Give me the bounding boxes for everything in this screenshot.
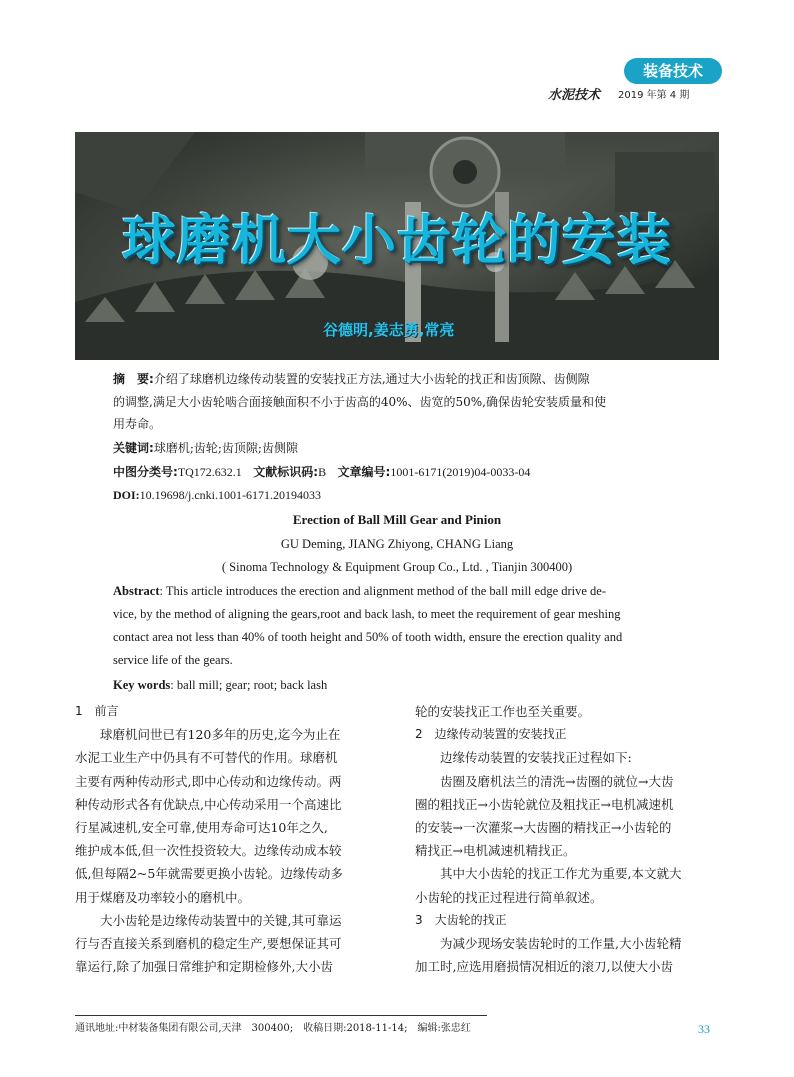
- abstract-cn-line-2: 的调整,满足大小齿轮啮合面接触面积不小于齿高的40%、齿宽的50%,确保齿轮安装质量和使: [113, 395, 606, 409]
- paragraph-line: 其中大小齿轮的找正工作尤为重要,本文就大: [415, 866, 682, 882]
- paragraph-line: 边缘传动装置的安装找正过程如下:: [415, 750, 632, 766]
- keywords-cn: [113, 437, 298, 459]
- paragraph-line: 行与否直接关系到磨机的稳定生产,要想保证其可: [75, 936, 342, 952]
- keywords-cn-text: 球磨机;齿轮;齿顶隙;齿侧隙: [153, 441, 298, 455]
- paragraph-line: 齿圈及磨机法兰的清洗→齿圈的就位→大齿: [415, 773, 674, 789]
- footnote: 通讯地址:中材装备集团有限公司,天津 300400; 收稿日期:2018-11-14; 编辑:张忠红: [75, 1023, 471, 1034]
- classification-line: [113, 461, 530, 483]
- paragraph-line: 靠运行,除了加强日常维护和定期检修外,大小齿: [75, 959, 333, 975]
- section-heading: 1 前言: [75, 704, 119, 718]
- journal-name: 水泥技术: [548, 88, 601, 103]
- section-badge: 装备技术: [624, 58, 722, 84]
- english-keywords: [113, 674, 327, 697]
- section-heading: 2 边缘传动装置的安装找正: [415, 727, 567, 742]
- paragraph-line: 种传动形式各有优缺点,中心传动采用一个高速比: [75, 796, 342, 812]
- english-abstract-line-3: contact area not less than 40% of tooth height and 50% of tooth width, ensure the erection quality and: [113, 630, 623, 644]
- english-abstract-text: : This article introduces the erection and alignment method of the ball mill edge drive de-: [159, 584, 607, 598]
- doi-value: 10.19698/j.cnki.1001-6171.20194033: [139, 488, 321, 502]
- abstract-cn-label: 摘 要:: [113, 372, 154, 386]
- english-abstract-label: Abstract: [113, 584, 160, 598]
- paragraph-line: 精找正→电机减速机精找正。: [415, 843, 576, 859]
- abstract-cn-line-3: 用寿命。: [113, 417, 162, 431]
- article-title: 球磨机大小齿轮的安装: [122, 209, 672, 272]
- paragraph-line: 轮的安装找正工作也至关重要。: [415, 704, 591, 719]
- paragraph-line: 主要有两种传动形式,即中心传动和边缘传动。两: [75, 773, 342, 789]
- paragraph-line: 用于煤磨及功率较小的磨机中。: [75, 889, 251, 905]
- abstract-cn-line-1: [113, 368, 590, 390]
- paragraph-line: 维护成本低,但一次性投资较大。边缘传动成本较: [75, 843, 342, 859]
- english-affiliation: ( Sinoma Technology & Equipment Group Co., Ltd. , Tianjin 300400): [221, 560, 573, 574]
- left-column: [75, 700, 380, 978]
- keywords-cn-label: 关键词:: [113, 441, 154, 455]
- paragraph-line: 小齿轮的找正过程进行简单叙述。: [415, 889, 603, 905]
- paragraph-line: 低,但每隔2~5年就需要更换小齿轮。边缘传动多: [75, 866, 343, 882]
- clc-label: 中图分类号:: [113, 465, 178, 479]
- article-no-label: 文章编号:: [337, 465, 391, 479]
- english-keywords-label: Key words: [113, 678, 171, 692]
- footnote-divider: [75, 1015, 487, 1016]
- english-abstract-line-1: [113, 580, 606, 603]
- english-abstract-line-2: vice, by the method of aligning the gears,root and back lash, to meet the requirement of gear meshing: [113, 607, 621, 621]
- paragraph-line: 球磨机问世已有120多年的历史,迄今为止在: [75, 727, 341, 743]
- article-authors: 谷德明,姜志勇,常亮: [323, 321, 455, 339]
- doi-label: DOI:: [113, 488, 140, 502]
- english-abstract-line-4: service life of the gears.: [113, 653, 233, 667]
- paragraph-line: 为减少现场安装齿轮时的工作量,大小齿轮精: [415, 936, 682, 952]
- article-no-value: 1001-6171(2019)04-0033-04: [390, 465, 531, 479]
- paragraph-line: 行星减速机,安全可靠,使用寿命可达10年之久,: [75, 820, 328, 836]
- english-authors: GU Deming, JIANG Zhiyong, CHANG Liang: [280, 537, 514, 551]
- title-banner: [75, 132, 719, 360]
- paragraph-line: 加工时,应选用磨损情况相近的滚刀,以使大小齿: [415, 959, 673, 975]
- doi-line: [113, 484, 321, 506]
- english-title: Erection of Ball Mill Gear and Pinion: [292, 512, 502, 527]
- paragraph-line: 圈的粗找正→小齿轮就位及粗找正→电机减速机: [415, 796, 674, 812]
- doc-code-value: B: [318, 465, 327, 479]
- section-heading: 3 大齿轮的找正: [415, 912, 507, 927]
- english-keywords-text: : ball mill; gear; root; back lash: [170, 678, 328, 692]
- clc-value: TQ172.632.1: [177, 465, 242, 479]
- page-number: 33: [698, 1022, 710, 1036]
- abstract-cn-text: 介绍了球磨机边缘传动装置的安装找正方法,通过大小齿轮的找正和齿顶隙、齿侧隙: [153, 372, 590, 386]
- paragraph-line: 水泥工业生产中仍具有不可替代的作用。球磨机: [75, 750, 338, 766]
- doc-code-label: 文献标识码:: [253, 465, 319, 479]
- right-column: [415, 700, 720, 978]
- journal-issue: 2019 年第 4 期: [618, 90, 690, 101]
- paragraph-line: 大小齿轮是边缘传动装置中的关键,其可靠运: [75, 912, 342, 928]
- paragraph-line: 的安装→一次灌浆→大齿圈的精找正→小齿轮的: [415, 820, 672, 836]
